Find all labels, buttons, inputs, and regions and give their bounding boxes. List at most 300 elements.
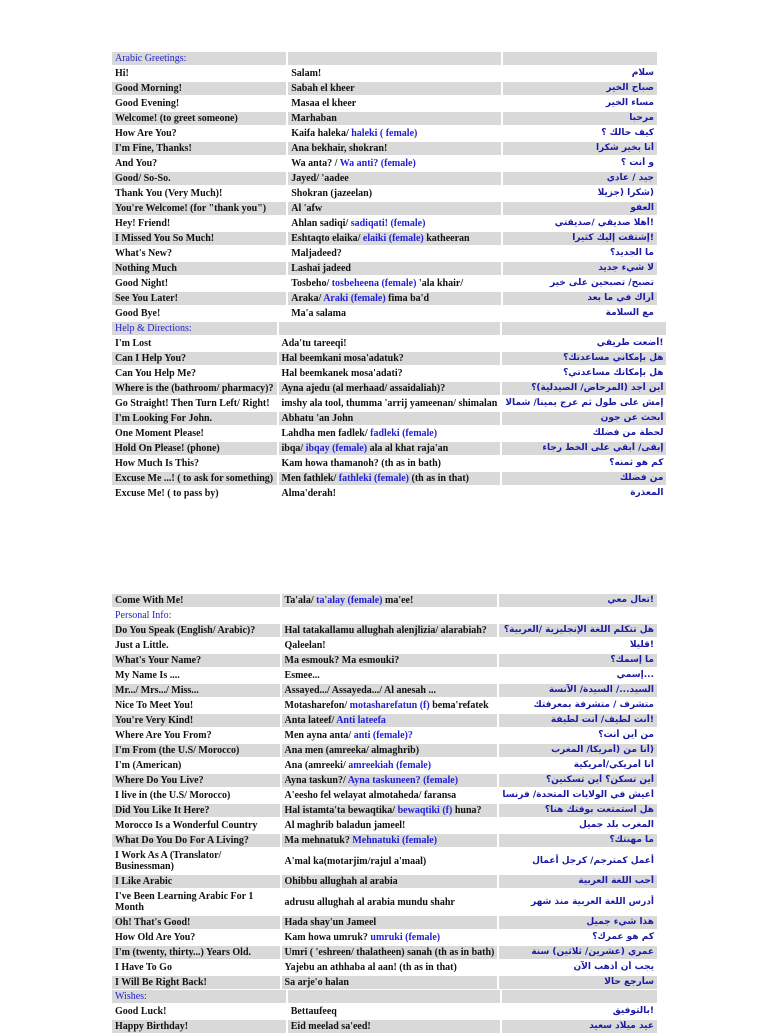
transliteration-text: Tosbeho/ bbox=[291, 278, 330, 289]
female-form-text: ta'alay (female) bbox=[316, 595, 383, 606]
female-form-text: anti (female)? bbox=[353, 730, 413, 741]
transliteration bbox=[279, 442, 501, 455]
english-phrase: How Old Are You? bbox=[112, 931, 280, 944]
transliteration bbox=[288, 172, 501, 185]
english-phrase: I'm Fine, Thanks! bbox=[112, 142, 286, 155]
transliteration bbox=[288, 127, 501, 140]
transliteration bbox=[282, 946, 498, 959]
female-form-text: Araki (female) bbox=[323, 293, 386, 304]
female-form-text: fadleki (female) bbox=[370, 428, 438, 439]
table-row bbox=[112, 890, 657, 914]
arabic-phrase: العفو bbox=[503, 202, 657, 215]
table-row bbox=[112, 849, 657, 873]
section-title: Personal Info: bbox=[112, 609, 280, 622]
english-phrase: How Much Is This? bbox=[112, 457, 277, 470]
transliteration bbox=[288, 1005, 500, 1018]
english-phrase: Mr.../ Mrs.../ Miss... bbox=[112, 684, 280, 697]
table-row bbox=[112, 202, 657, 215]
english-phrase: Hey! Friend! bbox=[112, 217, 286, 230]
transliteration-text: Ayna taskun?/ bbox=[284, 775, 346, 786]
table-row bbox=[112, 669, 657, 682]
transliteration-text: Abhatu 'an John bbox=[281, 413, 354, 424]
english-phrase: Come With Me! bbox=[112, 594, 280, 607]
table-row bbox=[112, 232, 657, 245]
transliteration bbox=[282, 849, 498, 873]
transliteration-text: Shokran (jazeelan) bbox=[291, 188, 373, 199]
english-phrase: How Are You? bbox=[112, 127, 286, 140]
transliteration-text: Bettaufeeq bbox=[290, 1006, 337, 1017]
english-phrase: Thank You (Very Much)! bbox=[112, 187, 286, 200]
empty-cell bbox=[282, 609, 498, 622]
transliteration bbox=[288, 202, 501, 215]
table-row bbox=[112, 654, 657, 667]
arabic-phrase: أعمل كمترجم/ كرجل أعمال bbox=[499, 849, 657, 873]
transliteration bbox=[279, 412, 501, 425]
arabic-phrase: المغرب بلد جميل bbox=[499, 819, 657, 832]
table-row bbox=[112, 931, 657, 944]
transliteration bbox=[282, 890, 498, 914]
table-row bbox=[112, 639, 657, 652]
arabic-phrase: أعيش في الولايات المتحدة/ فرنسا bbox=[499, 789, 657, 802]
transliteration bbox=[279, 427, 501, 440]
arabic-phrase: أدرس اللغة العربية منذ شهر bbox=[499, 890, 657, 914]
female-form-text: umruki (female) bbox=[370, 932, 441, 943]
table-row bbox=[112, 729, 657, 742]
transliteration-text: Hal beemkanek mosa'adati? bbox=[281, 368, 403, 379]
transliteration-text: Umri ( 'eshreen/ thalatheen) sanah (th as in bath) bbox=[284, 947, 495, 958]
arabic-phrase: ما إسمك؟ bbox=[499, 654, 657, 667]
transliteration bbox=[288, 232, 501, 245]
english-phrase: Good Luck! bbox=[112, 1005, 286, 1018]
english-phrase: See You Later! bbox=[112, 292, 286, 305]
transliteration-text: Kam howa umruk? bbox=[284, 932, 368, 943]
arabic-phrase: السيد.../ السيدة/ الآنسة bbox=[499, 684, 657, 697]
table-row bbox=[112, 367, 666, 380]
table-row bbox=[112, 352, 666, 365]
transliteration bbox=[282, 714, 498, 727]
empty-cell bbox=[288, 52, 501, 65]
table-row bbox=[112, 759, 657, 772]
female-form-text: Ayna taskuneen? (female) bbox=[347, 775, 459, 786]
arabic-phrase: تصبح/ تصبحين على خير bbox=[503, 277, 657, 290]
english-phrase: I Have To Go bbox=[112, 961, 280, 974]
english-phrase: Where is the (bathroom/ pharmacy)? bbox=[112, 382, 277, 395]
arabic-phrase: ما الجديد؟ bbox=[503, 247, 657, 260]
arabic-phrase: !إشتقت إليك كثيرا bbox=[503, 232, 657, 245]
english-phrase: I Like Arabic bbox=[112, 875, 280, 888]
transliteration-text: Ma mehnatuk? bbox=[284, 835, 350, 846]
english-phrase: What Do You Do For A Living? bbox=[112, 834, 280, 847]
table-row bbox=[112, 172, 657, 185]
transliteration-text: Men fathlek/ bbox=[281, 473, 337, 484]
empty-cell bbox=[279, 322, 501, 335]
table-row bbox=[112, 427, 666, 440]
empty-cell bbox=[503, 52, 657, 65]
female-form-text: amreekiah (female) bbox=[348, 760, 432, 771]
english-phrase: Nothing Much bbox=[112, 262, 286, 275]
arabic-phrase: سلام bbox=[503, 67, 657, 80]
arabic-phrase: إمش على طول ثم عرج يمينا/ شمالا bbox=[502, 397, 666, 410]
transliteration bbox=[282, 875, 498, 888]
female-form-text: bewaqtiki (f) bbox=[397, 805, 453, 816]
transliteration bbox=[282, 804, 498, 817]
transliteration-text: Sa arje'o halan bbox=[284, 977, 349, 988]
transliteration-suffix: fima ba'd bbox=[388, 293, 430, 304]
transliteration bbox=[279, 337, 501, 350]
table-row bbox=[112, 714, 657, 727]
transliteration bbox=[282, 624, 498, 637]
transliteration-text: Kam howa thamanoh? (th as in bath) bbox=[281, 458, 441, 469]
arabic-phrase: !أضعت طريقي bbox=[502, 337, 666, 350]
transliteration-text: Qaleelan! bbox=[284, 640, 326, 651]
transliteration-suffix: ala al khat raja'an bbox=[369, 443, 449, 454]
english-phrase: Go Straight! Then Turn Left/ Right! bbox=[112, 397, 277, 410]
english-phrase: And You? bbox=[112, 157, 286, 170]
english-phrase: Can You Help Me? bbox=[112, 367, 277, 380]
transliteration bbox=[279, 352, 501, 365]
transliteration bbox=[282, 744, 498, 757]
table-row bbox=[112, 262, 657, 275]
arabic-phrase: سأرجع حالا bbox=[499, 976, 657, 989]
transliteration-text: Jayed/ 'aadee bbox=[291, 173, 349, 184]
table-row bbox=[112, 789, 657, 802]
arabic-phrase: من أين أنت؟ bbox=[499, 729, 657, 742]
arabic-phrase: لا شيء جديد bbox=[503, 262, 657, 275]
section-header-row bbox=[112, 322, 666, 335]
arabic-phrase: !قليلا bbox=[499, 639, 657, 652]
transliteration-text: Ana (amreeki/ bbox=[284, 760, 346, 771]
arabic-phrase: من فضلك bbox=[502, 472, 666, 485]
transliteration bbox=[288, 217, 501, 230]
table-row bbox=[112, 67, 657, 80]
transliteration bbox=[288, 1020, 500, 1033]
english-phrase: Just a Little. bbox=[112, 639, 280, 652]
table-row bbox=[112, 472, 666, 485]
arabic-phrase: !أنت لطيف/ أنت لطيفة bbox=[499, 714, 657, 727]
transliteration bbox=[288, 112, 501, 125]
table-row bbox=[112, 337, 666, 350]
empty-cell bbox=[502, 322, 666, 335]
transliteration-text: Eid meelad sa'eed! bbox=[290, 1021, 371, 1032]
transliteration-text: Ahlan sadiqi/ bbox=[291, 218, 349, 229]
transliteration-suffix: (th as in that) bbox=[411, 473, 470, 484]
arabic-phrase: هل استمتعت بوقتك هنا؟ bbox=[499, 804, 657, 817]
arabic-phrase: مساء الخير bbox=[503, 97, 657, 110]
arabic-phrase: (شكرا (جزيلا bbox=[503, 187, 657, 200]
transliteration bbox=[282, 961, 498, 974]
transliteration-text: adrusu allughah al arabia mundu shahr bbox=[284, 896, 455, 908]
table-row bbox=[112, 819, 657, 832]
transliteration-text: A'mal ka(motarjim/rajul a'maal) bbox=[284, 855, 427, 867]
transliteration-text: Salam! bbox=[291, 68, 322, 79]
arabic-phrase: صباح الخير bbox=[503, 82, 657, 95]
arabic-phrase: إبقى/ أبقي على الخط رجاء bbox=[502, 442, 666, 455]
transliteration-suffix: 'ala khair/ bbox=[418, 278, 464, 289]
arabic-phrase: يجب أن أذهب الآن bbox=[499, 961, 657, 974]
arabic-phrase: !تعال معي bbox=[499, 594, 657, 607]
english-phrase: Good Bye! bbox=[112, 307, 286, 320]
transliteration-text: Lashai jadeed bbox=[291, 263, 351, 274]
transliteration-text: Al maghrib baladun jameel! bbox=[284, 820, 406, 831]
transliteration bbox=[288, 187, 501, 200]
table-row bbox=[112, 1005, 657, 1018]
arabic-phrase: كم هو عمرك؟ bbox=[499, 931, 657, 944]
table-row bbox=[112, 442, 666, 455]
english-phrase: My Name Is .... bbox=[112, 669, 280, 682]
english-phrase: One Moment Please! bbox=[112, 427, 277, 440]
arabic-phrase: أين تسكن؟ أين تسكنين؟ bbox=[499, 774, 657, 787]
table-row bbox=[112, 875, 657, 888]
transliteration-text: Hal tatakallamu allughah alenjlizia/ alarabiah? bbox=[284, 625, 487, 636]
english-phrase: Good Evening! bbox=[112, 97, 286, 110]
english-phrase: You're Very Kind! bbox=[112, 714, 280, 727]
english-phrase: What's Your Name? bbox=[112, 654, 280, 667]
female-form-text: fathleki (female) bbox=[338, 473, 409, 484]
english-phrase: I'm (twenty, thirty...) Years Old. bbox=[112, 946, 280, 959]
arabic-phrase: عيد ميلاد سعيد bbox=[502, 1020, 657, 1033]
arabic-phrase: ...إسمي bbox=[499, 669, 657, 682]
arabic-phrase: كم هو ثمنه؟ bbox=[502, 457, 666, 470]
transliteration-text: Men ayna anta/ bbox=[284, 730, 352, 741]
table-row bbox=[112, 684, 657, 697]
transliteration-text: Kaifa haleka/ bbox=[291, 128, 349, 139]
table-row bbox=[112, 97, 657, 110]
table-row bbox=[112, 142, 657, 155]
transliteration bbox=[279, 382, 501, 395]
transliteration bbox=[279, 457, 501, 470]
transliteration-text: Sabah el kheer bbox=[291, 83, 355, 94]
transliteration-text: Ana men (amreeka/ almaghrib) bbox=[284, 745, 420, 756]
arabic-phrase: هذا شيء جميل bbox=[499, 916, 657, 929]
english-phrase: What's New? bbox=[112, 247, 286, 260]
section-header-row bbox=[112, 609, 657, 622]
arabic-phrase: ما مهنتك؟ bbox=[499, 834, 657, 847]
empty-cell bbox=[502, 990, 657, 1003]
english-phrase: I Work As A (Translator/ Businessman) bbox=[112, 849, 280, 873]
transliteration-text: imshy ala tool, thumma 'arrij yameenan/ shimalan bbox=[281, 398, 498, 409]
english-phrase: I'm From (the U.S/ Morocco) bbox=[112, 744, 280, 757]
arabic-phrase: أنا بخير شكرا bbox=[503, 142, 657, 155]
transliteration-text: Ana bekhair, shokran! bbox=[291, 143, 388, 154]
table-row bbox=[112, 397, 666, 410]
transliteration-text: Ada'tu tareeqi! bbox=[281, 338, 347, 349]
transliteration bbox=[288, 97, 501, 110]
female-form-text: motasharefatun (f) bbox=[349, 700, 430, 711]
table-row bbox=[112, 217, 657, 230]
table-row bbox=[112, 247, 657, 260]
arabic-phrase: أنا أمريكي/أمريكية bbox=[499, 759, 657, 772]
transliteration-suffix: huna? bbox=[454, 805, 482, 816]
english-phrase: Hi! bbox=[112, 67, 286, 80]
transliteration bbox=[288, 307, 501, 320]
english-phrase: I'm Lost bbox=[112, 337, 277, 350]
arabic-phrase: عمري (عشرين/ ثلاثين) سنة bbox=[499, 946, 657, 959]
female-form-text: Mehnatuki (female) bbox=[352, 835, 438, 846]
english-phrase: Good Night! bbox=[112, 277, 286, 290]
transliteration bbox=[288, 82, 501, 95]
transliteration bbox=[282, 699, 498, 712]
transliteration bbox=[282, 684, 498, 697]
arabic-phrase: جيد / عادي bbox=[503, 172, 657, 185]
transliteration-text: Hada shay'un Jameel bbox=[284, 917, 377, 928]
transliteration-text: Assayed.../ Assayeda.../ Al anesah ... bbox=[284, 685, 436, 696]
english-phrase: I'm Looking For John. bbox=[112, 412, 277, 425]
transliteration-text: Marhaban bbox=[291, 113, 337, 124]
female-form-text: Wa anti? (female) bbox=[339, 158, 416, 169]
table-row bbox=[112, 157, 657, 170]
transliteration bbox=[288, 157, 501, 170]
table-row bbox=[112, 457, 666, 470]
transliteration-text: A'eesho fel welayat almotaheda/ faransa bbox=[284, 790, 457, 801]
transliteration bbox=[282, 834, 498, 847]
table-row bbox=[112, 624, 657, 637]
english-phrase: Where Do You Live? bbox=[112, 774, 280, 787]
section-header-row bbox=[112, 990, 657, 1003]
arabic-phrase: !بالتوفيق bbox=[502, 1005, 657, 1018]
transliteration-text: Wa anta? / bbox=[291, 158, 338, 169]
section-title: Arabic Greetings: bbox=[112, 52, 286, 65]
transliteration-text: Ma esmouk? Ma esmouki? bbox=[284, 655, 400, 666]
arabic-phrase: أبحث عن جون bbox=[502, 412, 666, 425]
english-phrase: I'm (American) bbox=[112, 759, 280, 772]
table-row bbox=[112, 487, 666, 500]
transliteration bbox=[279, 487, 501, 500]
transliteration-text: Lahdha men fadlek/ bbox=[281, 428, 368, 439]
english-phrase: Hold On Please! (phone) bbox=[112, 442, 277, 455]
transliteration-text: Eshtaqto elaika/ bbox=[291, 233, 361, 244]
transliteration-text: Maljadeed? bbox=[291, 248, 342, 259]
transliteration-text: ibqa/ bbox=[281, 443, 304, 454]
english-phrase: Morocco Is a Wonderful Country bbox=[112, 819, 280, 832]
transliteration-text: Ayna ajedu (al merhaad/ assaidaliah)? bbox=[281, 383, 446, 394]
transliteration-suffix: katheeran bbox=[426, 233, 470, 244]
english-phrase: Happy Birthday! bbox=[112, 1020, 286, 1033]
transliteration bbox=[288, 142, 501, 155]
transliteration bbox=[282, 594, 498, 607]
english-phrase: I've Been Learning Arabic For 1 Month bbox=[112, 890, 280, 914]
table-row bbox=[112, 307, 657, 320]
table-row bbox=[112, 916, 657, 929]
arabic-phrase: هل تتكلم اللغة الإنجليزية /العربية؟ bbox=[499, 624, 657, 637]
transliteration-text: Esmee... bbox=[284, 670, 320, 681]
english-phrase: You're Welcome! (for "thank you") bbox=[112, 202, 286, 215]
table-row bbox=[112, 946, 657, 959]
transliteration bbox=[288, 67, 501, 80]
arabic-phrase: !أهلا صديقي /صديقتي bbox=[503, 217, 657, 230]
arabic-phrase: أين أجد (المرحاض/ الصيدلية)؟ bbox=[502, 382, 666, 395]
english-phrase: Where Are You From? bbox=[112, 729, 280, 742]
arabic-phrase: متشرف / متشرفة بمعرفتك bbox=[499, 699, 657, 712]
transliteration bbox=[288, 262, 501, 275]
female-form-text: ibqay (female) bbox=[305, 443, 368, 454]
transliteration-suffix: bema'refatek bbox=[432, 700, 489, 711]
transliteration bbox=[282, 916, 498, 929]
transliteration-text: Ohibbu allughah al arabia bbox=[284, 876, 398, 887]
table-row bbox=[112, 82, 657, 95]
table-row bbox=[112, 292, 657, 305]
transliteration bbox=[282, 789, 498, 802]
transliteration bbox=[282, 639, 498, 652]
arabic-phrase: هل بإمكاني مساعدتك؟ bbox=[502, 352, 666, 365]
table-row bbox=[112, 187, 657, 200]
english-phrase: Oh! That's Good! bbox=[112, 916, 280, 929]
arabic-phrase: (أنا من (أمريكا/ المغرب bbox=[499, 744, 657, 757]
personal-info-table bbox=[110, 592, 659, 991]
table-row bbox=[112, 961, 657, 974]
empty-cell bbox=[499, 609, 657, 622]
transliteration-text: Anta lateef/ bbox=[284, 715, 335, 726]
transliteration bbox=[288, 247, 501, 260]
section-title: Help & Directions: bbox=[112, 322, 277, 335]
english-phrase: Excuse Me! ( to pass by) bbox=[112, 487, 277, 500]
table-row bbox=[112, 127, 657, 140]
transliteration-text: Masaa el kheer bbox=[291, 98, 357, 109]
english-phrase: Welcome! (to greet someone) bbox=[112, 112, 286, 125]
english-phrase: Excuse Me ...! ( to ask for something) bbox=[112, 472, 277, 485]
english-phrase: Good/ So-So. bbox=[112, 172, 286, 185]
english-phrase: I Missed You So Much! bbox=[112, 232, 286, 245]
arabic-phrase: أحب اللغة العربية bbox=[499, 875, 657, 888]
transliteration bbox=[279, 472, 501, 485]
english-phrase: Good Morning! bbox=[112, 82, 286, 95]
table-row bbox=[112, 804, 657, 817]
table-row bbox=[112, 112, 657, 125]
arabic-phrase: و أنت ؟ bbox=[503, 157, 657, 170]
arabic-phrase: كيف حالك ؟ bbox=[503, 127, 657, 140]
transliteration-suffix: ma'ee! bbox=[385, 595, 414, 606]
transliteration-text: Ta'ala/ bbox=[284, 595, 314, 606]
transliteration-text: Yajebu an athhaba al aan! (th as in that) bbox=[284, 962, 457, 973]
help-directions-table bbox=[110, 320, 668, 502]
transliteration bbox=[282, 931, 498, 944]
table-row bbox=[112, 382, 666, 395]
arabic-phrase: أراك في ما بعد bbox=[503, 292, 657, 305]
arabic-phrase: لحظة من فضلك bbox=[502, 427, 666, 440]
table-row bbox=[112, 1020, 657, 1033]
wishes-table bbox=[110, 988, 659, 1035]
transliteration-text: Al 'afw bbox=[291, 203, 323, 214]
female-form-text: elaiki (female) bbox=[362, 233, 424, 244]
transliteration bbox=[282, 819, 498, 832]
female-form-text: Anti lateefa bbox=[336, 715, 386, 726]
table-row bbox=[112, 594, 657, 607]
transliteration-text: Hal beemkani mosa'adatuk? bbox=[281, 353, 404, 364]
transliteration-text: Hal istamta'ta bewaqtika/ bbox=[284, 805, 396, 816]
english-phrase: I Will Be Right Back! bbox=[112, 976, 280, 989]
arabic-phrase: مرحبا bbox=[503, 112, 657, 125]
female-form-text: haleki ( female) bbox=[351, 128, 418, 139]
table-row bbox=[112, 412, 666, 425]
transliteration bbox=[282, 669, 498, 682]
english-phrase: Nice To Meet You! bbox=[112, 699, 280, 712]
english-phrase: Can I Help You? bbox=[112, 352, 277, 365]
transliteration bbox=[282, 759, 498, 772]
transliteration bbox=[282, 654, 498, 667]
transliteration bbox=[282, 774, 498, 787]
female-form-text: tosbeheena (female) bbox=[331, 278, 417, 289]
female-form-text: sadiqati! (female) bbox=[350, 218, 426, 229]
table-row bbox=[112, 699, 657, 712]
empty-cell bbox=[288, 990, 500, 1003]
transliteration bbox=[279, 367, 501, 380]
table-row bbox=[112, 834, 657, 847]
table-row bbox=[112, 774, 657, 787]
section-header-row bbox=[112, 52, 657, 65]
greetings-table bbox=[110, 50, 659, 322]
transliteration bbox=[282, 729, 498, 742]
transliteration-text: Ma'a salama bbox=[291, 308, 346, 319]
arabic-phrase: هل بإمكانك مساعدتي؟ bbox=[502, 367, 666, 380]
